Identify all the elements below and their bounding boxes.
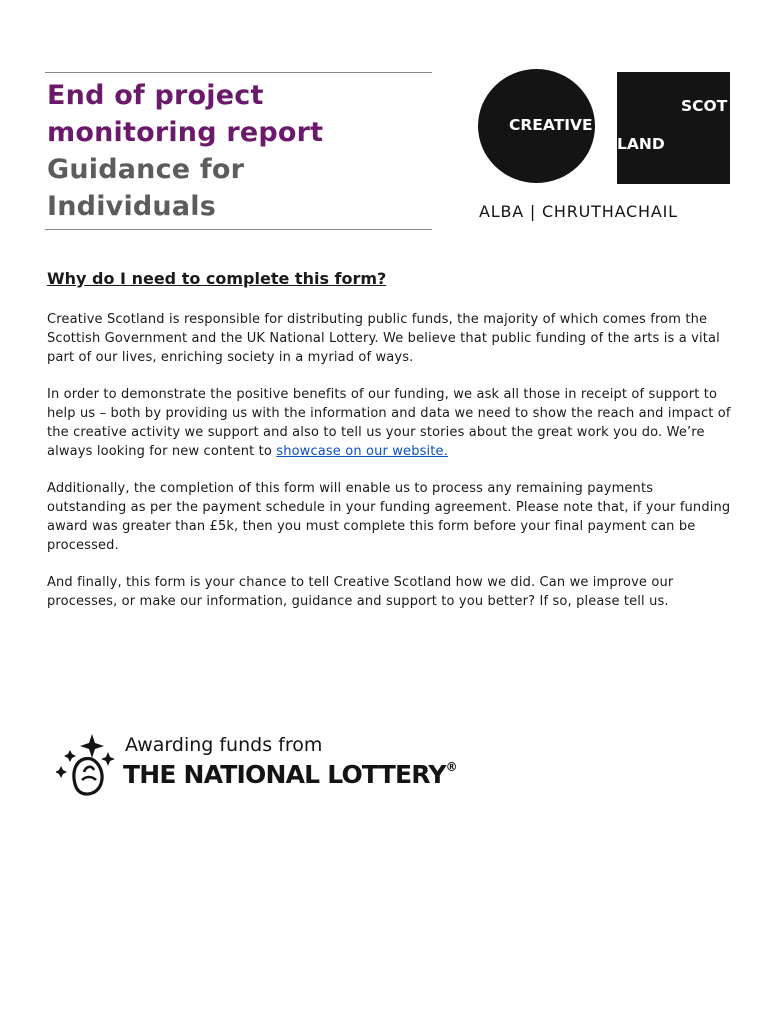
- paragraph-2-text: In order to demonstrate the positive benefits of our funding, we ask all those in receipt of support to help us – both by providing us with the information and data we need to show the reach and impact of the creative activity we support and also to tell us your stories about the great work you do. We’re always looking for new content to: [47, 387, 731, 459]
- logo-square: [617, 72, 730, 184]
- logo-word-land: LAND: [617, 135, 665, 153]
- national-lottery-logo: [56, 730, 506, 800]
- paragraph-4: And finally, this form is your chance to tell Creative Scotland how we did. Can we improve our processes, or make our information, guidance and support to you better? If so, please tell us.: [47, 575, 674, 609]
- lottery-name-text: THE NATIONAL LOTTERY: [123, 760, 446, 789]
- document-title: [45, 72, 432, 230]
- title-line-4: Individuals: [47, 191, 216, 222]
- lottery-name: [123, 760, 458, 789]
- paragraph-1: Creative Scotland is responsible for distributing public funds, the majority of which comes from the Scottish Government and the UK National Lottery. We believe that public funding of the arts is a vital part of our lives, enriching society in a myriad of ways.: [47, 312, 720, 365]
- logo-word-creative: CREATIVE: [509, 116, 593, 134]
- paragraph-2: [47, 385, 732, 461]
- title-line-2: monitoring report: [47, 117, 324, 148]
- showcase-website-link[interactable]: showcase on our website.: [276, 444, 448, 459]
- creative-scotland-logo: [475, 66, 735, 226]
- logo-word-scot: SCOT: [681, 97, 728, 115]
- registered-mark: ®: [445, 760, 458, 774]
- title-line-3: Guidance for: [47, 154, 245, 185]
- section-heading: Why do I need to complete this form?: [47, 269, 387, 288]
- lottery-tagline: Awarding funds from: [125, 734, 323, 756]
- paragraph-3: Additionally, the completion of this form will enable us to process any remaining payments outstanding as per the payment schedule in your funding agreement. Please note that, if your funding award was greater than £5k, then you must complete this form before your final payment can be processed.: [47, 481, 731, 553]
- title-line-1: End of project: [47, 80, 264, 111]
- logo-gaelic-text: ALBA | CHRUTHACHAIL: [479, 202, 678, 221]
- crossed-fingers-icon: [56, 732, 120, 798]
- body-text: [47, 310, 732, 629]
